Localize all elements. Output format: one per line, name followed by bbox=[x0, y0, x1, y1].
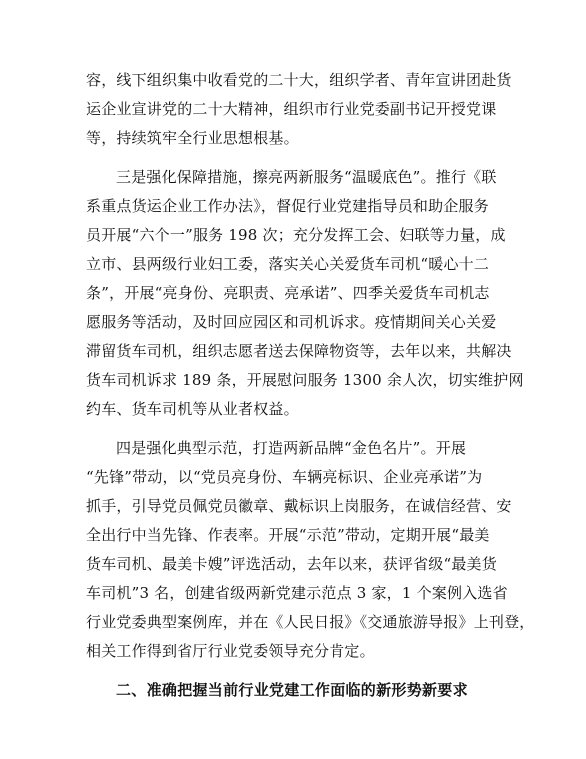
text-line: 等，持续筑牢全行业思想根基。 bbox=[86, 129, 299, 147]
text-line: 约车、货车司机等从业者权益。 bbox=[86, 400, 299, 418]
text-line: 全出行中当先锋、作表率。开展“示范”带动，定期开展“最美 bbox=[86, 526, 490, 544]
section-heading: 二、准确把握当前行业党建工作面临的新形势新要求 bbox=[116, 681, 468, 699]
text-line: 员开展“六个一”服务 198 次；充分发挥工会、妇联等力量，成 bbox=[86, 226, 506, 244]
text-line: 行业党委典型案例库，并在《人民日报》《交通旅游导报》上刊登， bbox=[86, 613, 535, 631]
paragraph-typical-example bbox=[86, 434, 535, 666]
text-line: 滞留货车司机，组织志愿者送去保障物资等，去年以来，共解决 bbox=[86, 342, 512, 360]
text-line: “先锋”带动，以“党员亮身份、车辆亮标识、企业亮承诺”为 bbox=[86, 468, 483, 486]
paragraph-ideology bbox=[86, 66, 512, 153]
text-line: 系重点货运企业工作办法》，督促行业党建指导员和助企服务 bbox=[86, 197, 489, 215]
text-line: 四是强化典型示范，打造两新品牌“金色名片”。开展 bbox=[116, 439, 467, 457]
document-body bbox=[86, 66, 535, 705]
text-line: 货车司机诉求 189 条，开展慰问服务 1300 余人次，切实维护网 bbox=[86, 371, 524, 389]
text-line: 货车司机、最美卡嫂”评选活动，去年以来，获评省级“最美货 bbox=[86, 555, 497, 573]
text-line: 愿服务等活动，及时回应园区和司机诉求。疫情期间关心关爱 bbox=[86, 313, 497, 331]
text-line: 条”，开展“亮身份、亮职责、亮承诺”、四季关爱货车司机志 bbox=[86, 284, 490, 302]
text-line: 抓手，引导党员佩党员徽章、戴标识上岗服务，在诚信经营、安 bbox=[86, 497, 512, 515]
text-line: 三是强化保障措施，擦亮两新服务“温暖底色”。推行《联 bbox=[116, 168, 497, 186]
text-line: 立市、县两级行业妇工委，落实关心关爱货车司机“暖心十二 bbox=[86, 255, 490, 273]
text-line: 相关工作得到省厅行业党委领导充分肯定。 bbox=[86, 642, 375, 660]
paragraph-service-guarantee bbox=[86, 163, 524, 424]
text-line: 容，线下组织集中收看党的二十大，组织学者、青年宣讲团赴货 bbox=[86, 71, 512, 89]
text-line: 车司机”3 名，创建省级两新党建示范点 3 家，1 个案例入选省 bbox=[86, 584, 508, 602]
text-line: 运企业宣讲党的二十大精神，组织市行业党委副书记开授党课 bbox=[86, 100, 497, 118]
